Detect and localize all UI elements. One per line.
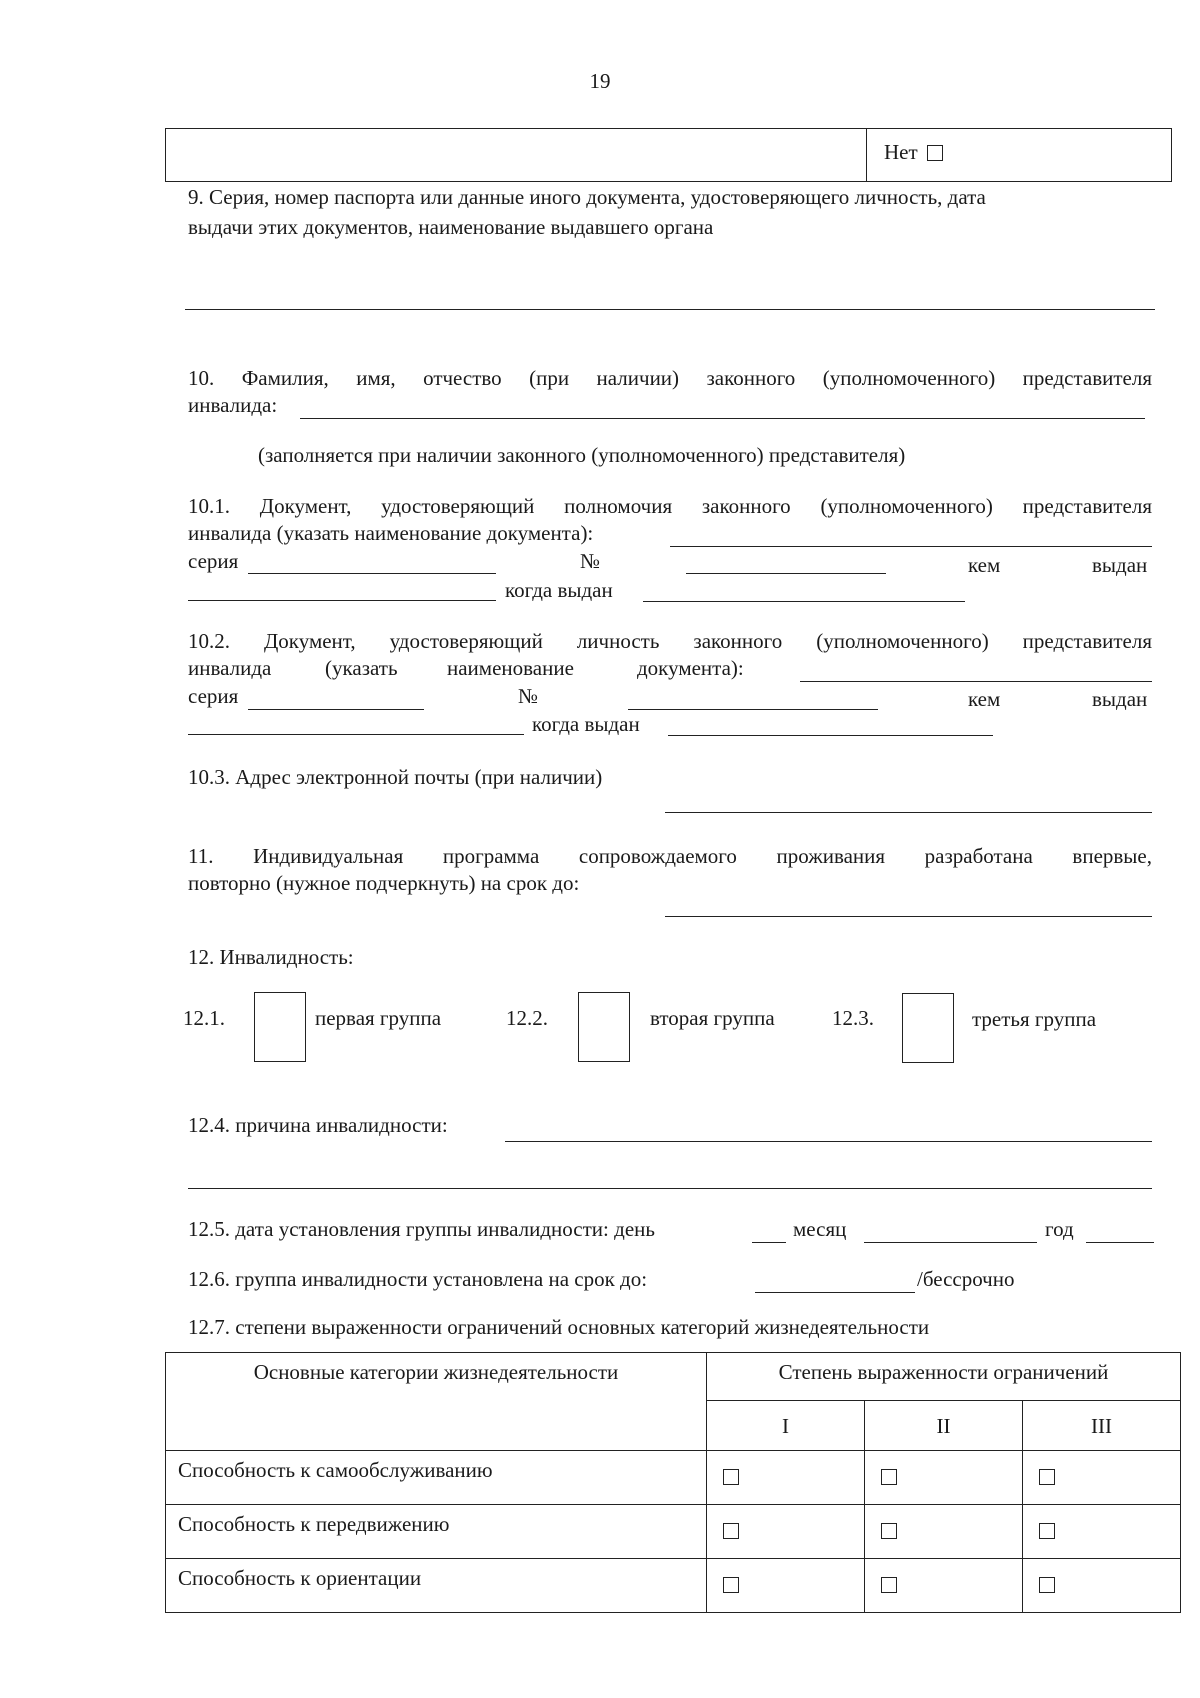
month-field[interactable] <box>864 1242 1037 1243</box>
movement-degree-I-checkbox[interactable] <box>723 1523 739 1539</box>
item10-1-line2: инвалида (указать наименование документа): <box>188 521 594 545</box>
header-categories: Основные категории жизнедеятельности <box>166 1353 707 1451</box>
item10-1-series-label: серия <box>188 549 239 573</box>
degree-II: II <box>865 1401 1023 1451</box>
item10-2-w4: документа): <box>637 656 744 680</box>
item10-2-w2: (указать <box>325 656 398 680</box>
top-table <box>165 128 1172 182</box>
item10-1-issuer-field[interactable] <box>188 600 496 601</box>
item10-2-bywhom-label: кем <box>968 687 1001 711</box>
table-row <box>166 1505 1181 1559</box>
item12-title: 12. Инвалидность: <box>188 945 354 969</box>
row-label-orientation: Способность к ориентации <box>166 1559 707 1613</box>
orientation-degree-III-checkbox[interactable] <box>1039 1577 1055 1593</box>
header-degree: Степень выраженности ограничений <box>707 1353 1181 1401</box>
no-checkbox[interactable] <box>927 145 943 161</box>
email-field[interactable] <box>665 812 1152 813</box>
item10-2-series-label: серия <box>188 684 239 708</box>
item10-line1: 10. Фамилия, имя, отчество (при наличии) законного (уполномоченного) представителя <box>188 366 1152 390</box>
table-row <box>166 1559 1181 1613</box>
item10-1-when-label: когда выдан <box>505 578 613 602</box>
item12-6-label: 12.6. группа инвалидности установлена на срок до: <box>188 1267 648 1291</box>
term-field[interactable] <box>755 1292 915 1293</box>
degree-I: I <box>707 1401 865 1451</box>
group3-num: 12.3. <box>832 1006 874 1030</box>
item11-line2: повторно (нужное подчеркнуть) на срок до: <box>188 871 580 895</box>
page-number: 19 <box>589 69 611 93</box>
degree-III: III <box>1023 1401 1181 1451</box>
item10-1-number-field[interactable] <box>686 573 886 574</box>
item10-1-number-label: № <box>580 549 601 573</box>
item10-label: инвалида: <box>188 393 278 417</box>
limitations-table <box>165 1352 1181 1613</box>
item10-1-line1: 10.1. Документ, удостоверяющий полномочия законного (уполномоченного) представителя <box>188 494 1152 518</box>
year-label: год <box>1045 1217 1074 1241</box>
item10-2-when-label: когда выдан <box>532 712 640 736</box>
item11-line1: 11. Индивидуальная программа сопровождаемого проживания разработана впервые, <box>188 844 1152 868</box>
item10-note: (заполняется при наличии законного (уполномоченного) представителя) <box>258 443 906 467</box>
group1-label: первая группа <box>315 1006 442 1030</box>
item10-2-series-field[interactable] <box>248 709 424 710</box>
item10-1-issued-label: выдан <box>1092 553 1148 577</box>
month-label: месяц <box>793 1217 847 1241</box>
item11-date-field[interactable] <box>665 916 1152 917</box>
indefinite-label: /бессрочно <box>917 1267 1015 1291</box>
cause-field-line2[interactable] <box>188 1188 1152 1189</box>
item10-2-issuer-field[interactable] <box>188 734 524 735</box>
item12-7-label: 12.7. степени выраженности ограничений основных категорий жизнедеятельности <box>188 1315 930 1339</box>
item10-field[interactable] <box>300 418 1145 419</box>
item10-1-date-field[interactable] <box>643 601 965 602</box>
table-row <box>166 1451 1181 1505</box>
selfcare-degree-I-checkbox[interactable] <box>723 1469 739 1485</box>
group1-num: 12.1. <box>183 1006 225 1030</box>
group2-num: 12.2. <box>506 1006 548 1030</box>
group2-label: вторая группа <box>650 1006 775 1030</box>
item9-line1: 9. Серия, номер паспорта или данные иного документа, удостоверяющего личность, дата <box>188 185 986 209</box>
selfcare-degree-II-checkbox[interactable] <box>881 1469 897 1485</box>
cause-field[interactable] <box>505 1141 1152 1142</box>
group2-checkbox[interactable] <box>578 992 630 1062</box>
item10-2-w1: инвалида <box>188 656 272 680</box>
orientation-degree-II-checkbox[interactable] <box>881 1577 897 1593</box>
item10-1-series-field[interactable] <box>248 573 496 574</box>
movement-degree-III-checkbox[interactable] <box>1039 1523 1055 1539</box>
group1-checkbox[interactable] <box>254 992 306 1062</box>
item9-field[interactable] <box>185 309 1155 310</box>
item10-2-number-field[interactable] <box>628 709 878 710</box>
item12-4-label: 12.4. причина инвалидности: <box>188 1113 448 1137</box>
item9-line2: выдачи этих документов, наименование выдавшего органа <box>188 215 714 239</box>
item10-2-number-label: № <box>518 684 539 708</box>
item10-2-date-field[interactable] <box>668 735 993 736</box>
day-field[interactable] <box>752 1242 786 1243</box>
selfcare-degree-III-checkbox[interactable] <box>1039 1469 1055 1485</box>
item10-2-doc-field[interactable] <box>800 681 1152 682</box>
item10-2-line1: 10.2. Документ, удостоверяющий личность законного (уполномоченного) представителя <box>188 629 1152 653</box>
item10-1-bywhom-label: кем <box>968 553 1001 577</box>
item10-3-label: 10.3. Адрес электронной почты (при наличии) <box>188 765 603 789</box>
item12-5-label: 12.5. дата установления группы инвалидности: день <box>188 1217 655 1241</box>
group3-checkbox[interactable] <box>902 993 954 1063</box>
row-label-movement: Способность к передвижению <box>166 1505 707 1559</box>
item10-2-issued-label: выдан <box>1092 687 1148 711</box>
orientation-degree-I-checkbox[interactable] <box>723 1577 739 1593</box>
group3-label: третья группа <box>972 1007 1097 1031</box>
row-label-selfcare: Способность к самообслуживанию <box>166 1451 707 1505</box>
item10-2-w3: наименование <box>447 656 574 680</box>
no-label: Нет <box>884 140 918 164</box>
movement-degree-II-checkbox[interactable] <box>881 1523 897 1539</box>
year-field[interactable] <box>1086 1242 1154 1243</box>
item10-1-doc-field[interactable] <box>670 546 1152 547</box>
